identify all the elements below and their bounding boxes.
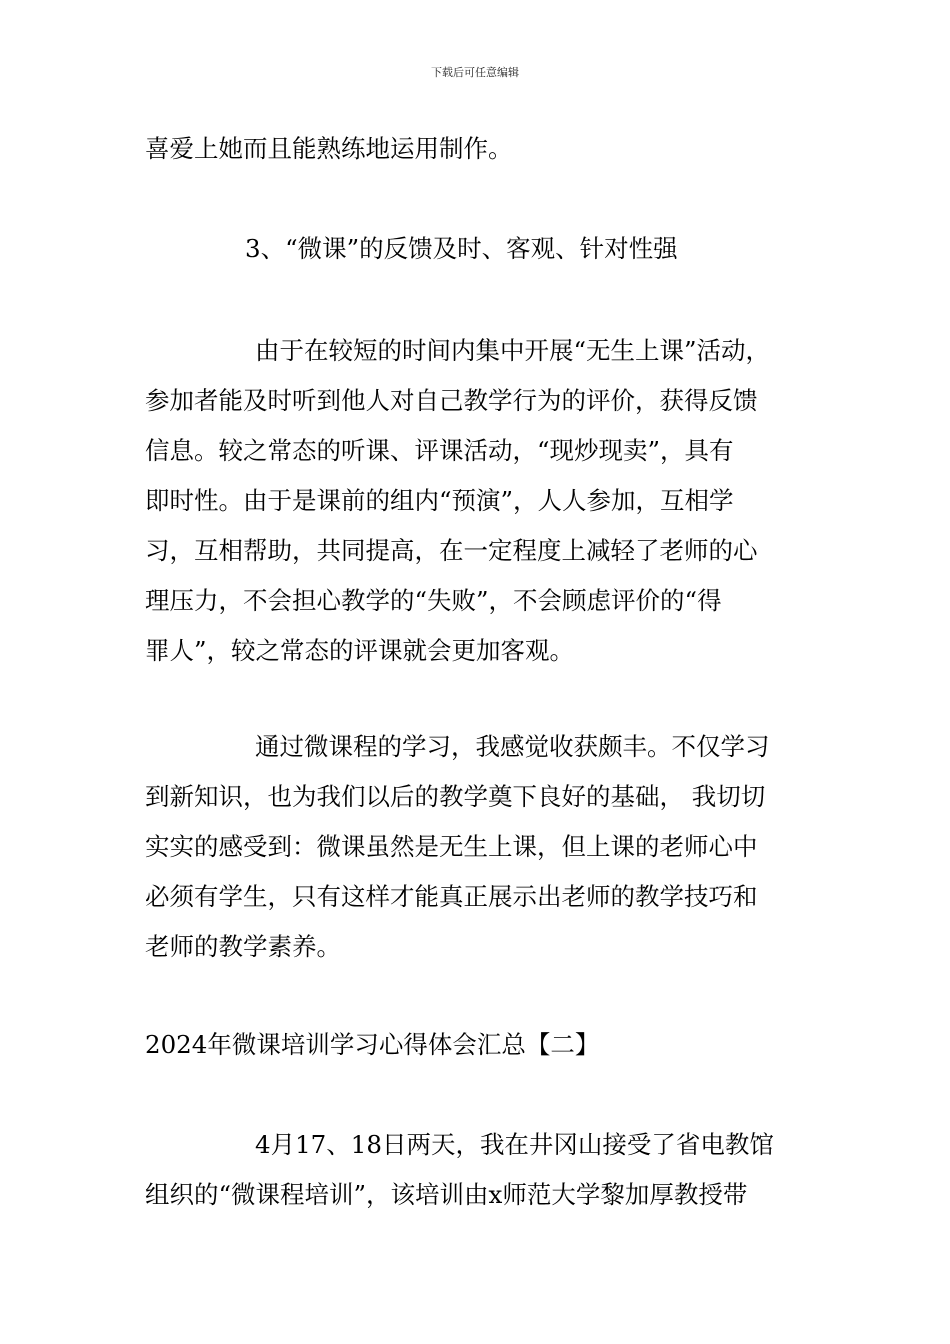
section-title-text: 2024年微课培训学习心得体会汇总【二】 <box>145 1030 600 1059</box>
text-line: 由于在较短的时间内集中开展“无生上课”活动， <box>255 336 771 365</box>
text-line: 喜爱上她而且能熟练地运用制作。 <box>145 134 513 163</box>
text-line: 理压力，不会担心教学的“失败”，不会顾虑评价的“得 <box>145 586 722 615</box>
text-line: 参加者能及时听到他人对自己教学行为的评价，获得反馈 <box>145 386 758 415</box>
section-title <box>145 1020 815 1070</box>
text-line: 信息。较之常态的听课、评课活动，“现炒现卖”，具有 <box>145 436 734 465</box>
text-line: 实实的感受到：微课虽然是无生上课，但上课的老师心中 <box>145 832 758 861</box>
text-line: 到新知识，也为我们以后的教学奠下良好的基础， 我切切 <box>145 782 766 811</box>
paragraph-summary <box>145 722 815 972</box>
text-line: 4月17、18日两天，我在井冈山接受了省电教馆 <box>255 1130 774 1159</box>
text-line: 通过微课程的学习，我感觉收获颇丰。不仅学习 <box>255 732 770 761</box>
paragraph-feedback <box>145 326 815 676</box>
paragraph-continuation <box>145 124 815 174</box>
text-line: 组织的“微课程培训”，该培训由x师范大学黎加厚教授带 <box>145 1180 748 1209</box>
page-header: 下载后可任意编辑 <box>431 66 519 79</box>
paragraph-training <box>145 1120 815 1220</box>
text-line: 罪人”，较之常态的评课就会更加客观。 <box>145 636 575 665</box>
subheading-3: 3、“微课”的反馈及时、客观、针对性强 <box>245 234 678 263</box>
text-line: 必须有学生，只有这样才能真正展示出老师的教学技巧和 <box>145 882 758 911</box>
text-line: 习，互相帮助，共同提高，在一定程度上减轻了老师的心 <box>145 536 758 565</box>
text-line: 老师的教学素养。 <box>145 932 341 961</box>
text-line: 即时性。由于是课前的组内“预演”，人人参加，互相学 <box>145 486 734 515</box>
